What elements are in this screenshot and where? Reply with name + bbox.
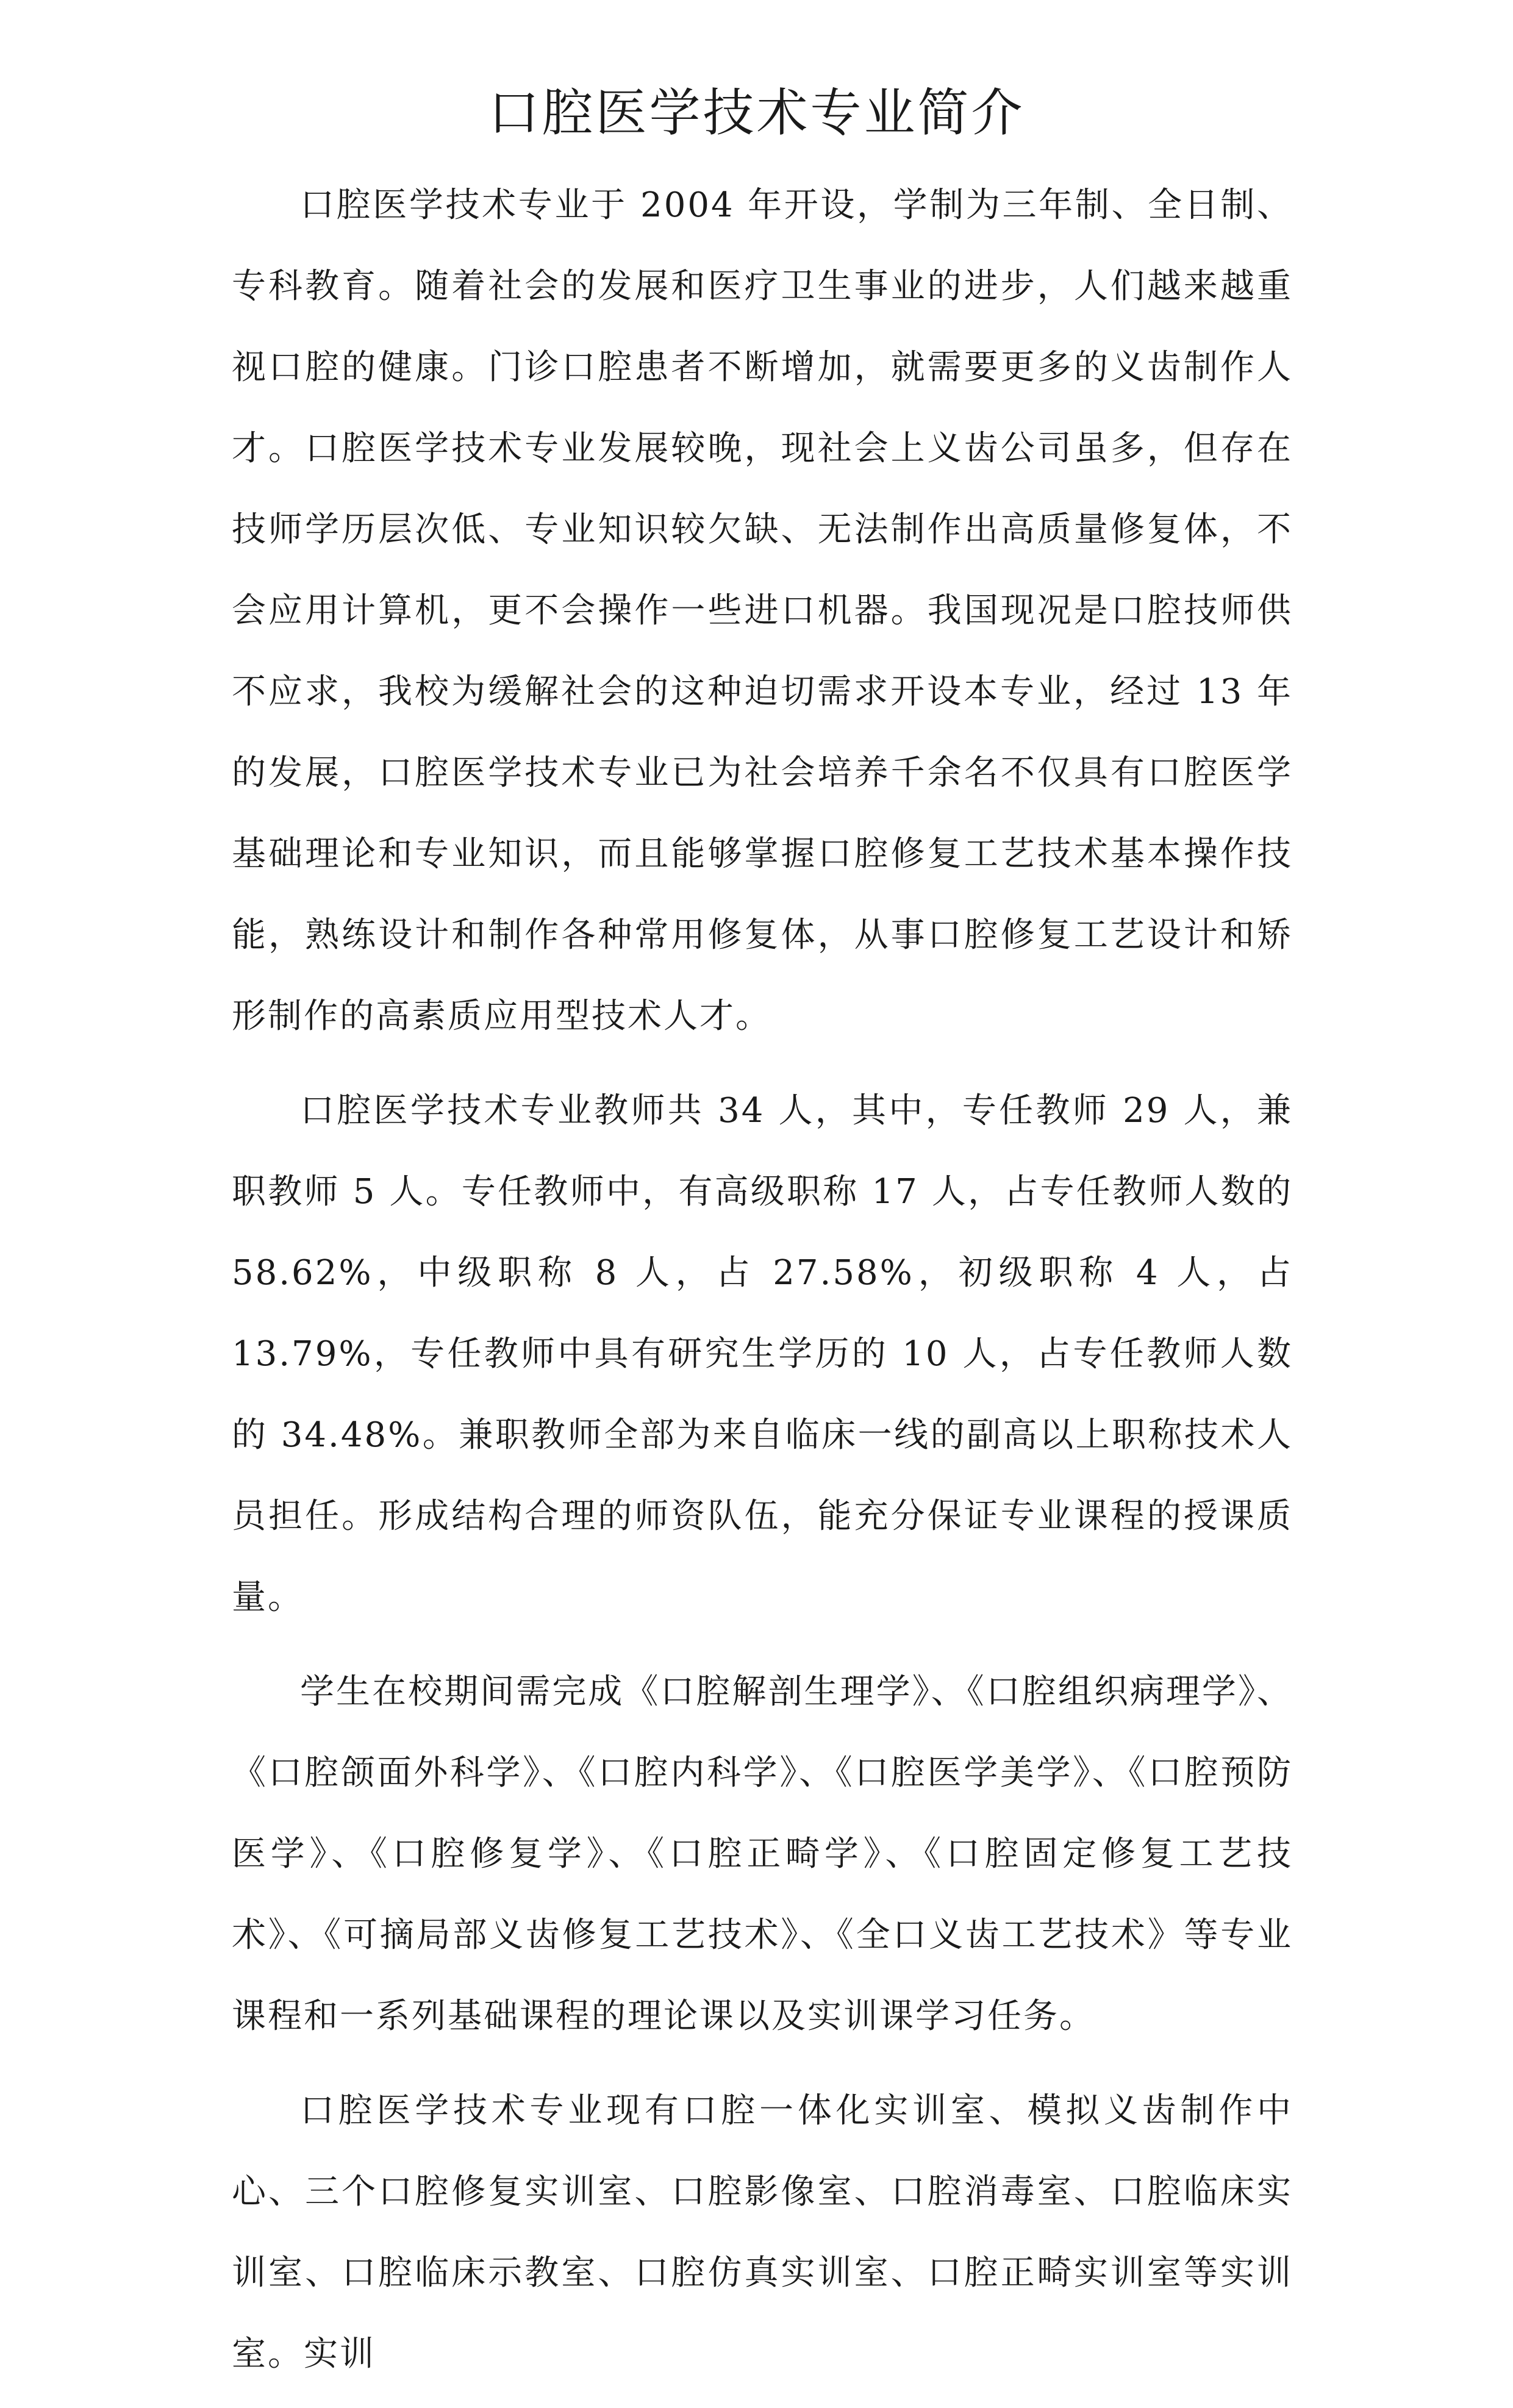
- paragraph-faculty: 口腔医学技术专业教师共 34 人，其中，专任教师 29 人，兼职教师 5 人。专任教师中，有高级职称 17 人，占专任教师人数的 58.62%，中级职称 8 人，占 27.58%，初级职称 4 人，占 13.79%，专任教师中具有研究生学历的 10 人，占专任教师人数的 34.48%。兼职教师全部为来自临床一线的副高以上职称技术人员担任。形成结构合理的师资队伍，能充分保证专业课程的授课质量。: [232, 1091, 1293, 1617]
- paragraph-program-overview: 口腔医学技术专业于 2004 年开设，学制为三年制、全日制、专科教育。随着社会的发展和医疗卫生事业的进步，人们越来越重视口腔的健康。门诊口腔患者不断增加，就需要更多的义齿制作人才。口腔医学技术专业发展较晚，现社会上义齿公司虽多，但存在技师学历层次低、专业知识较欠缺、无法制作出高质量修复体，不会应用计算机，更不会操作一些进口机器。我国现况是口腔技师供不应求，我校为缓解社会的这种迫切需求开设本专业，经过 13 年的发展，口腔医学技术专业已为社会培养千余名不仅具有口腔医学基础理论和专业知识，而且能够掌握口腔修复工艺技术基本操作技能，熟练设计和制作各种常用修复体，从事口腔修复工艺设计和矫形制作的高素质应用型技术人才。: [232, 185, 1293, 1036]
- paragraph-training-rooms: 口腔医学技术专业现有口腔一体化实训室、模拟义齿制作中心、三个口腔修复实训室、口腔影像室、口腔消毒室、口腔临床实训室、口腔临床示教室、口腔仿真实训室、口腔正畸实训室等实训室。实训: [232, 2091, 1293, 2374]
- paragraph-courses: 学生在校期间需完成《口腔解剖生理学》、《口腔组织病理学》、《口腔颌面外科学》、《口腔内科学》、《口腔医学美学》、《口腔预防医学》、《口腔修复学》、《口腔正畸学》、《口腔固定修复工艺技术》、《可摘局部义齿修复工艺技术》、《全口义齿工艺技术》等专业课程和一系列基础课程的理论课以及实训课学习任务。: [232, 1672, 1293, 2036]
- document-title: 口腔医学技术专业简介: [488, 83, 1025, 143]
- document-body: [232, 165, 1293, 2408]
